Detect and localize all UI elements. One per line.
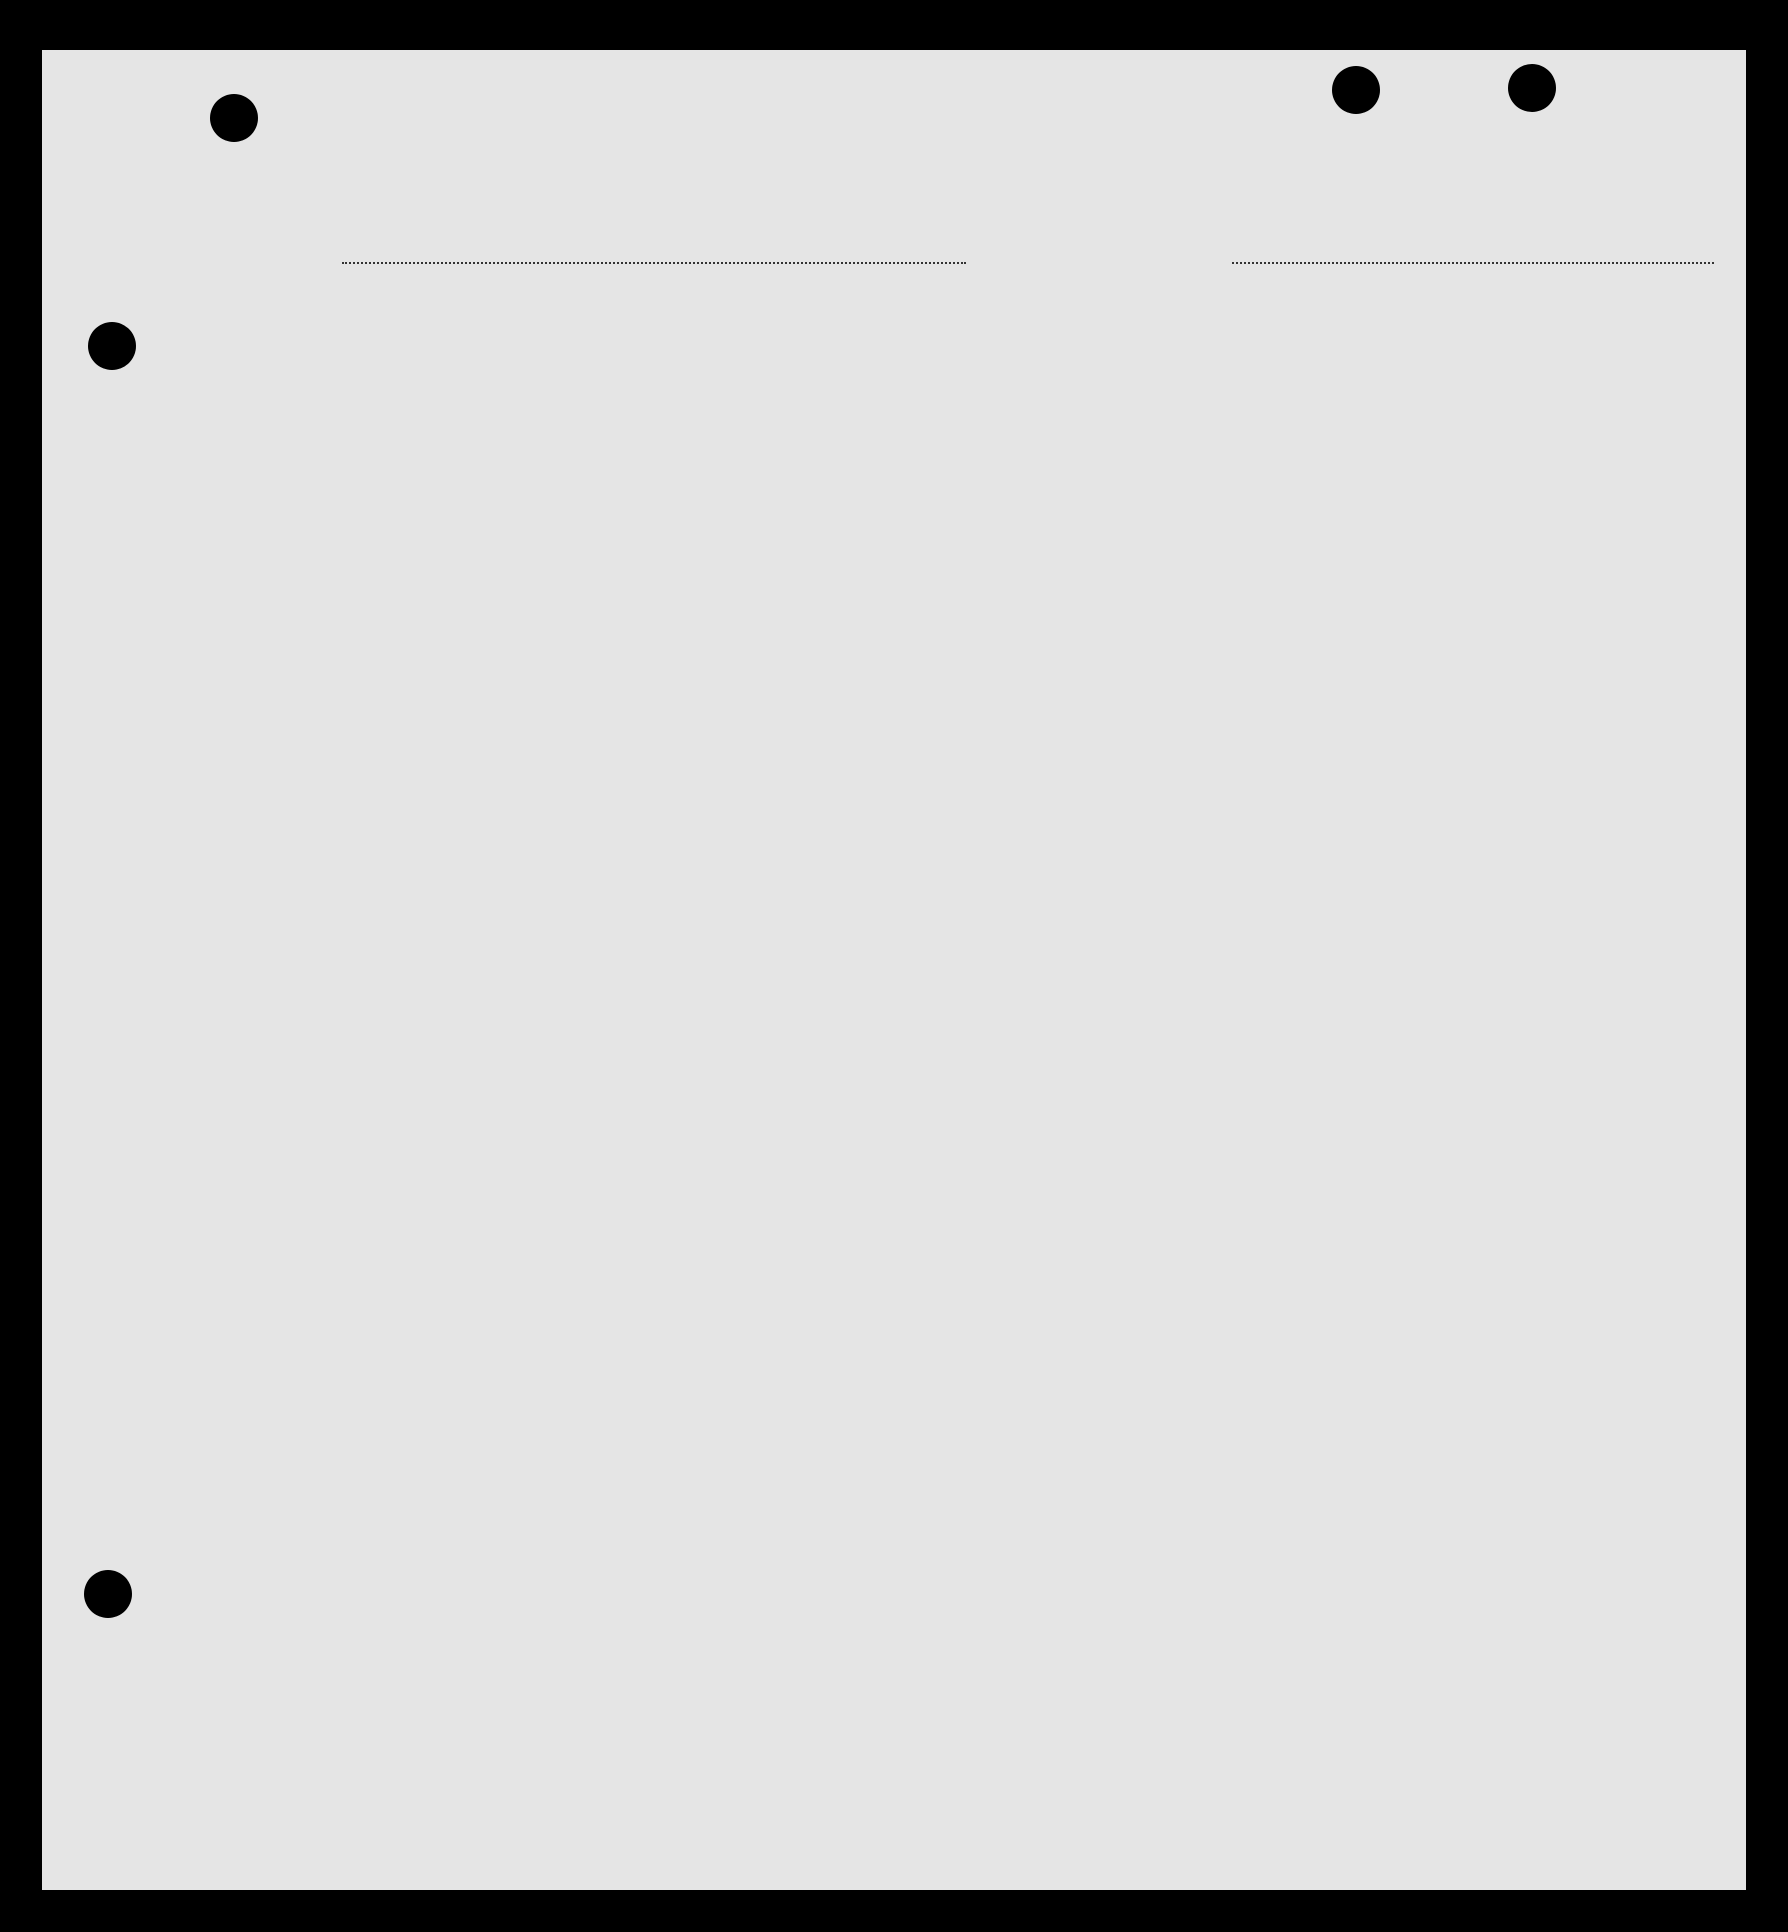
- manifest-sheet: [42, 50, 1746, 1890]
- punch-hole: [84, 1570, 132, 1618]
- punch-hole: [1332, 66, 1380, 114]
- ss-field[interactable]: [342, 262, 966, 264]
- punch-hole: [88, 322, 136, 370]
- punch-hole: [210, 94, 258, 142]
- port-field[interactable]: [1232, 262, 1714, 264]
- punch-hole: [1508, 64, 1556, 112]
